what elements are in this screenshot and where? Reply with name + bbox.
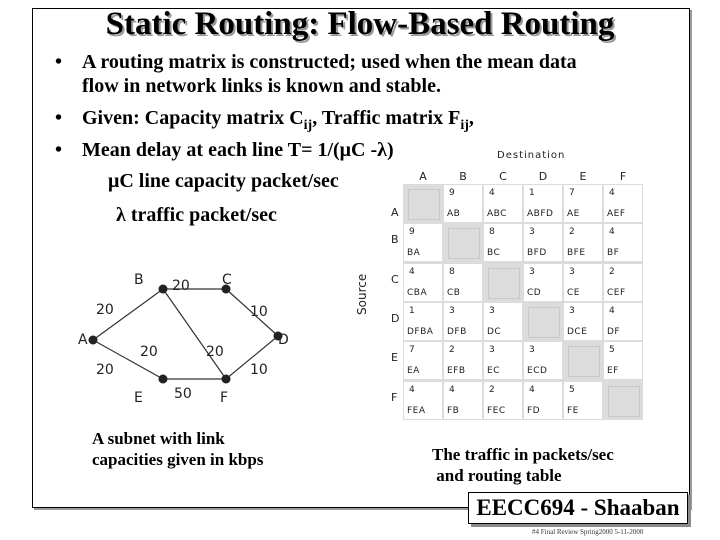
routing-cell xyxy=(483,381,523,420)
routing-cell xyxy=(603,302,643,341)
row-header: A xyxy=(391,206,399,219)
network-diagram xyxy=(68,268,328,413)
routing-cell xyxy=(443,302,483,341)
cell-route: EFB xyxy=(447,366,466,377)
cell-route: CB xyxy=(447,287,461,298)
routing-cell xyxy=(483,341,523,380)
bullet-2-suffix: , xyxy=(468,107,474,129)
bullet-1-line-2: flow in network links is known and stable. xyxy=(82,75,441,97)
source-label: Source xyxy=(355,273,369,315)
edge-label-ab: 20 xyxy=(96,302,114,318)
caption-right-line-2: and routing table xyxy=(432,466,562,485)
column-header: C xyxy=(499,170,507,183)
cell-traffic: 2 xyxy=(609,266,615,277)
cell-route: BC xyxy=(487,248,501,259)
edge-label-bf: 20 xyxy=(140,344,158,360)
mu-definition: μC line capacity packet/sec xyxy=(108,170,339,192)
diagonal-box xyxy=(488,268,520,299)
column-header: B xyxy=(459,170,467,183)
routing-cell-empty xyxy=(563,341,603,380)
cell-route: AE xyxy=(567,209,580,219)
cell-traffic: 4 xyxy=(409,384,415,395)
routing-cell xyxy=(523,381,563,420)
routing-grid xyxy=(403,184,643,420)
cell-traffic: 3 xyxy=(569,305,575,316)
cell-route: DF xyxy=(607,326,621,337)
routing-cell-empty xyxy=(483,263,523,302)
routing-cell xyxy=(403,381,443,420)
cell-traffic: 4 xyxy=(609,227,615,238)
diagonal-box xyxy=(528,307,560,338)
cell-traffic: 4 xyxy=(529,384,535,395)
cell-traffic: 7 xyxy=(569,188,575,198)
slide-title: Static Routing: Flow-Based Routing xyxy=(105,6,615,42)
network-graph xyxy=(68,268,328,408)
edge-label-cd: 10 xyxy=(250,304,268,320)
cell-traffic: 4 xyxy=(489,188,495,198)
bullet-1 xyxy=(55,50,577,98)
bullet-marker: • xyxy=(55,107,63,129)
cell-traffic: 3 xyxy=(569,266,575,277)
cell-traffic: 3 xyxy=(529,345,535,356)
routing-cell xyxy=(603,184,643,223)
cell-route: FE xyxy=(567,405,579,416)
cell-route: CD xyxy=(527,287,542,298)
routing-cell xyxy=(603,223,643,262)
subscript-ij: ij xyxy=(303,118,313,133)
routing-cell xyxy=(563,223,603,262)
bullet-1-line-1: A routing matrix is constructed; used when the mean data xyxy=(82,51,577,73)
cell-route: DFB xyxy=(447,326,467,337)
cell-route: AB xyxy=(447,209,461,219)
node-label-b: B xyxy=(134,272,144,288)
cell-route: BA xyxy=(407,248,421,259)
diagonal-box xyxy=(608,386,640,417)
cell-route: CEF xyxy=(607,287,626,298)
bullet-3-text: Mean delay at each line T= 1/(μC -λ) xyxy=(82,139,394,161)
cell-traffic: 4 xyxy=(449,384,455,395)
routing-cell xyxy=(443,381,483,420)
routing-cell xyxy=(523,184,563,223)
node-f xyxy=(222,375,231,384)
caption-right xyxy=(432,444,614,486)
routing-cell xyxy=(403,341,443,380)
column-header: A xyxy=(419,170,427,183)
node-label-d: D xyxy=(278,332,289,348)
routing-cell xyxy=(483,302,523,341)
edge-label-ae: 20 xyxy=(96,362,114,378)
routing-cell xyxy=(443,184,483,223)
cell-route: ABC xyxy=(487,209,507,219)
lambda-definition: λ traffic packet/sec xyxy=(116,204,277,226)
cell-route: EC xyxy=(487,366,500,377)
bullet-marker: • xyxy=(55,139,63,161)
cell-route: FB xyxy=(447,405,460,416)
cell-traffic: 4 xyxy=(409,266,415,277)
cell-traffic: 1 xyxy=(409,305,415,316)
cell-route: BFE xyxy=(567,248,586,259)
cell-traffic: 1 xyxy=(529,188,535,198)
routing-cell xyxy=(563,302,603,341)
node-label-c: C xyxy=(222,272,232,288)
routing-cell-empty xyxy=(523,302,563,341)
cell-traffic: 9 xyxy=(409,227,415,238)
routing-cell xyxy=(403,302,443,341)
edge-label-bc: 20 xyxy=(172,278,190,294)
node-e xyxy=(159,375,168,384)
edge-label-fd: 10 xyxy=(250,362,268,378)
cell-route: FEC xyxy=(487,405,506,416)
cell-traffic: 4 xyxy=(609,188,615,198)
slide-footer: #4 Final Review Spring2000 5-11-2000 xyxy=(532,528,644,536)
subscript-ij: ij xyxy=(460,118,469,133)
cell-route: BF xyxy=(607,248,620,259)
course-badge: EECC694 - Shaaban xyxy=(468,492,688,524)
cell-route: AEF xyxy=(607,209,626,219)
caption-left-line-2: capacities given in kbps xyxy=(92,450,264,469)
column-header: E xyxy=(579,170,587,183)
routing-cell xyxy=(443,263,483,302)
cell-traffic: 3 xyxy=(449,305,455,316)
cell-traffic: 3 xyxy=(529,266,535,277)
row-header: C xyxy=(391,272,399,286)
routing-cell xyxy=(563,263,603,302)
routing-table xyxy=(345,150,645,422)
routing-cell xyxy=(443,341,483,380)
row-header: B xyxy=(391,233,399,247)
row-header: D xyxy=(391,311,400,325)
cell-traffic: 8 xyxy=(489,227,495,238)
node-b xyxy=(159,285,168,294)
edge-label-bf-2: 20 xyxy=(206,344,224,360)
cell-traffic: 2 xyxy=(489,384,495,395)
node-a xyxy=(89,336,98,345)
routing-cell xyxy=(563,381,603,420)
node-label-e: E xyxy=(134,390,143,406)
routing-cell-empty xyxy=(443,223,483,262)
destination-label: Destination xyxy=(497,150,566,161)
cell-route: CE xyxy=(567,287,580,298)
routing-cell-empty xyxy=(403,184,443,223)
bullet-2 xyxy=(55,106,474,138)
routing-cell xyxy=(523,263,563,302)
routing-cell xyxy=(483,184,523,223)
cell-route: CBA xyxy=(407,287,428,298)
cell-traffic: 9 xyxy=(449,188,455,198)
routing-cell xyxy=(563,184,603,223)
node-label-f: F xyxy=(220,390,229,406)
bullet-marker: • xyxy=(55,51,63,73)
routing-cell xyxy=(603,263,643,302)
cell-route: EA xyxy=(407,366,420,377)
cell-route: EF xyxy=(607,366,619,377)
routing-cell xyxy=(403,263,443,302)
column-header: D xyxy=(538,170,548,183)
column-header: F xyxy=(619,170,627,183)
cell-route: DFBA xyxy=(407,326,434,337)
cell-route: DC xyxy=(487,326,502,337)
cell-route: ECD xyxy=(527,366,548,377)
caption-right-line-1: The traffic in packets/sec xyxy=(432,445,614,464)
cell-traffic: 8 xyxy=(449,266,455,277)
bullet-2-mid: , Traffic matrix F xyxy=(312,107,461,129)
routing-cell xyxy=(483,223,523,262)
diagonal-box xyxy=(408,189,440,220)
routing-cell xyxy=(523,341,563,380)
node-label-a: A xyxy=(78,332,88,348)
routing-cell xyxy=(603,341,643,380)
cell-route: DCE xyxy=(567,326,588,337)
cell-traffic: 5 xyxy=(609,345,615,356)
caption-left-line-1: A subnet with link xyxy=(92,429,225,448)
routing-cell-empty xyxy=(603,381,643,420)
cell-traffic: 2 xyxy=(449,345,455,356)
cell-route: BFD xyxy=(527,248,547,259)
edge-label-ef: 50 xyxy=(174,386,192,402)
routing-cell xyxy=(403,223,443,262)
cell-traffic: 3 xyxy=(489,305,495,316)
routing-cell xyxy=(523,223,563,262)
caption-left xyxy=(92,428,263,470)
cell-traffic: 2 xyxy=(569,227,575,238)
cell-traffic: 3 xyxy=(489,345,495,356)
row-header: E xyxy=(391,351,398,365)
cell-traffic: 4 xyxy=(609,305,615,316)
cell-route: FEA xyxy=(407,405,426,416)
diagonal-box xyxy=(568,346,600,377)
row-header: F xyxy=(391,390,398,404)
bullet-2-prefix: Given: Capacity matrix C xyxy=(82,107,304,129)
cell-route: FD xyxy=(527,405,541,416)
diagonal-box xyxy=(448,228,480,259)
cell-traffic: 5 xyxy=(569,384,575,395)
cell-traffic: 7 xyxy=(409,345,415,356)
cell-traffic: 3 xyxy=(529,227,535,238)
cell-route: ABFD xyxy=(527,209,554,219)
